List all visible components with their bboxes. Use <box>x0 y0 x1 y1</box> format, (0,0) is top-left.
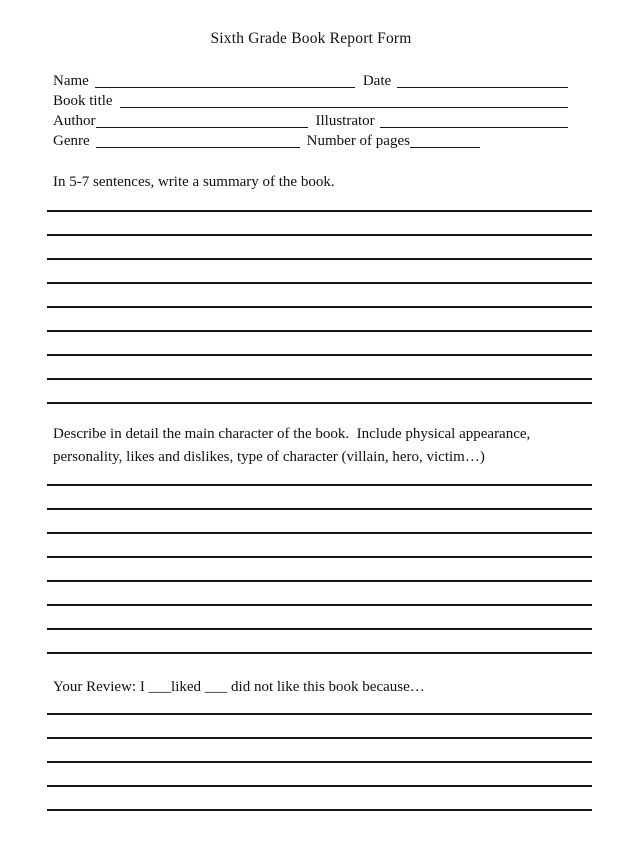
writing-line <box>47 402 592 404</box>
review-prompt: Your Review: I ___liked ___ did not like this book because… <box>53 679 425 695</box>
writing-line <box>47 556 592 558</box>
character-writing-lines <box>47 484 592 654</box>
writing-line <box>47 210 592 212</box>
writing-line <box>47 378 592 380</box>
writing-line <box>47 354 592 356</box>
book-title-blank-line <box>120 107 568 108</box>
writing-line <box>47 785 592 787</box>
writing-line <box>47 532 592 534</box>
genre-blank-line <box>96 147 300 148</box>
writing-line <box>47 652 592 654</box>
book-title-label: Book title <box>53 93 113 109</box>
writing-line <box>47 628 592 630</box>
summary-writing-lines <box>47 210 592 404</box>
field-row-author-illustrator <box>53 111 568 131</box>
writing-line <box>47 484 592 486</box>
name-label: Name <box>53 73 89 89</box>
number-of-pages-blank-line <box>410 147 480 148</box>
genre-label: Genre <box>53 133 90 149</box>
writing-line <box>47 713 592 715</box>
writing-line <box>47 330 592 332</box>
illustrator-blank-line <box>380 127 568 128</box>
writing-line <box>47 258 592 260</box>
form-title: Sixth Grade Book Report Form <box>210 30 412 47</box>
number-of-pages-label: Number of pages <box>306 133 410 149</box>
review-writing-lines <box>47 713 592 811</box>
writing-line <box>47 306 592 308</box>
name-blank-line <box>95 87 355 88</box>
date-label: Date <box>362 73 392 89</box>
illustrator-label: Illustrator <box>315 113 375 129</box>
author-blank-line <box>96 127 308 128</box>
writing-line <box>47 234 592 236</box>
date-blank-line <box>397 87 568 88</box>
author-label: Author <box>53 113 96 129</box>
header-fields <box>53 71 568 151</box>
writing-line <box>47 761 592 763</box>
field-row-genre-pages <box>53 131 568 151</box>
writing-line <box>47 737 592 739</box>
field-row-name-date <box>53 71 568 91</box>
field-row-book-title <box>53 91 568 111</box>
writing-line <box>47 604 592 606</box>
writing-line <box>47 508 592 510</box>
writing-line <box>47 580 592 582</box>
writing-line <box>47 809 592 811</box>
writing-line <box>47 282 592 284</box>
summary-prompt: In 5-7 sentences, write a summary of the book. <box>53 174 335 190</box>
character-prompt: Describe in detail the main character of the book. Include physical appearance, personality, likes and dislikes, type of character (villain, hero, victim…) <box>53 426 535 465</box>
